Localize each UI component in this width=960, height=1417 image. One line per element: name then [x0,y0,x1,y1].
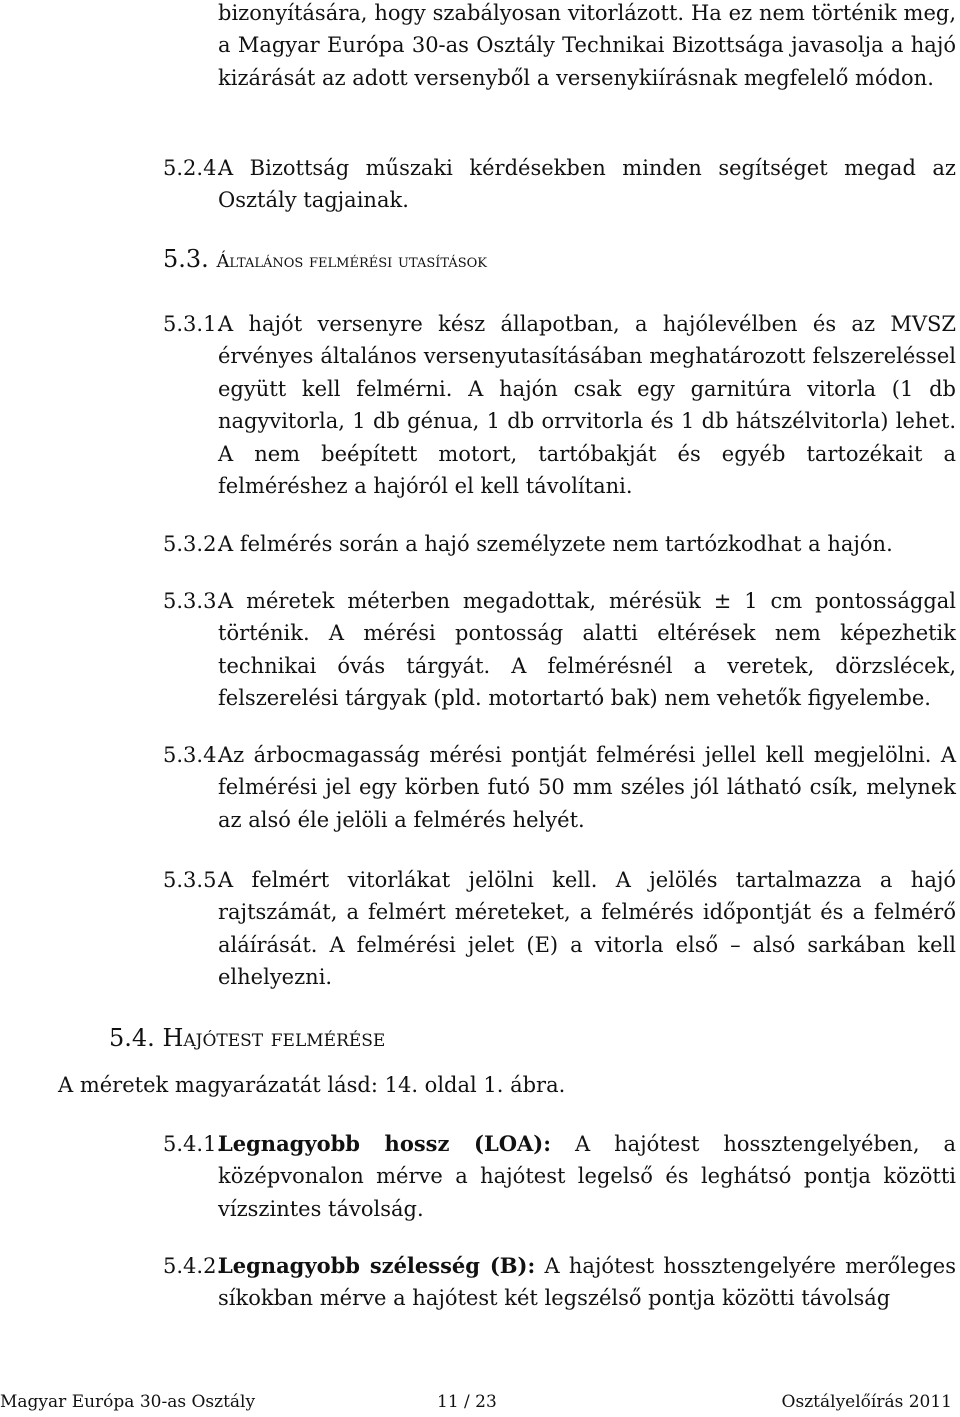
paragraph-text: A hajótest hossztengelyére merőleges síkokban mérve a hajótest két legszélső pontja közötti távolság [218,1254,956,1311]
section-number: 5.4.1. [163,1132,224,1156]
paragraph-text: A felmért vitorlákat jelölni kell. A jelölés tartalmazza a hajó rajtszámát, a felmért méreteket, a felmérés időpontját és a felmérő aláírását. A felmérési jelet (E) a vitorla első – alsó sarkában kell elhelyezni. [218,868,956,990]
section-heading-5-4 [109,1024,385,1052]
section-number: 5.3.2. [163,532,224,556]
section-number: 5.4.2. [163,1254,224,1278]
paragraph-continued: bizonyítására, hogy szabályosan vitorlázott. Ha ez nem történik meg, a Magyar Európa 30-as Osztály Technikai Bizottsága javasolja a hajó kizárását az adott versenyből a versenykiírásnak megfelelő módon. [218,1,956,90]
paragraph-text: A méretek méterben megadottak, mérésük ± 1 cm pontossággal történik. A mérési pontosság alatti eltérések nem képezhetik technikai óvás tárgyát. A felmérésnél a veretek, dörzslécek, felszerelési tárgyak (pld. motortartó bak) nem vehetők figyelembe. [218,589,956,711]
section-number: 5.2.4. [163,156,224,180]
paragraph-5-3-4 [163,739,956,836]
footer-left: Magyar Európa 30-as Osztály [0,1392,256,1412]
paragraph-text: A hajót versenyre kész állapotban, a hajólevélben és az MVSZ érvényes általános versenyutasításában meghatározott felszereléssel együtt kell felmérni. A hajón csak egy garnitúra vitorla (1 db nagyvitorla, 1 db génua, 1 db orrvitorla és 1 db hátszélvitorla) lehet. A nem beépített motort, tartóbakját és egyéb tartozékait a felméréshez a hajóról el kell távolítani. [218,312,956,499]
paragraph-5-2-4 [163,152,956,217]
paragraph-text: A felmérés során a hajó személyzete nem tartózkodhat a hajón. [218,532,893,556]
paragraph-5-4-1 [163,1128,957,1225]
heading-number: 5.4. [109,1024,155,1052]
paragraph-5-3-1 [163,308,956,502]
page-number: 11 / 23 [437,1392,497,1412]
section-number: 5.3.1. [163,312,224,336]
section-number: 5.3.4. [163,743,224,767]
paragraph-5-4-intro: A méretek magyarázatát lásd: 14. oldal 1. ábra. [58,1073,566,1097]
paragraph-5-3-2 [163,528,956,560]
heading-title: Hajótest felmérése [162,1024,386,1052]
paragraph-5-3-5 [163,864,956,994]
term: Legnagyobb szélesség (B): [218,1253,536,1278]
section-heading-5-3 [163,245,487,273]
paragraph-text: A hajótest hossztengelyében, a középvonalon mérve a hajótest legelső és leghátsó pontja közötti vízszintes távolság. [218,1132,957,1221]
heading-title: Általános felmérési utasítások [216,251,487,272]
paragraph-5-3-3 [163,585,956,715]
paragraph-text: Az árbocmagasság mérési pontját felmérési jellel kell megjelölni. A felmérési jel egy körben futó 50 mm széles jól látható csík, melynek az alsó éle jelöli a felmérés helyét. [218,743,956,832]
section-number: 5.3.3. [163,589,224,613]
section-number: 5.3.5. [163,868,224,892]
term: Legnagyobb hossz (LOA): [218,1131,551,1156]
footer-right: Osztályelőírás 2011 [781,1392,952,1412]
paragraph-5-4-2 [163,1250,956,1315]
paragraph-text: A Bizottság műszaki kérdésekben minden segítséget megad az Osztály tagjainak. [218,156,956,213]
heading-number: 5.3. [163,245,209,273]
